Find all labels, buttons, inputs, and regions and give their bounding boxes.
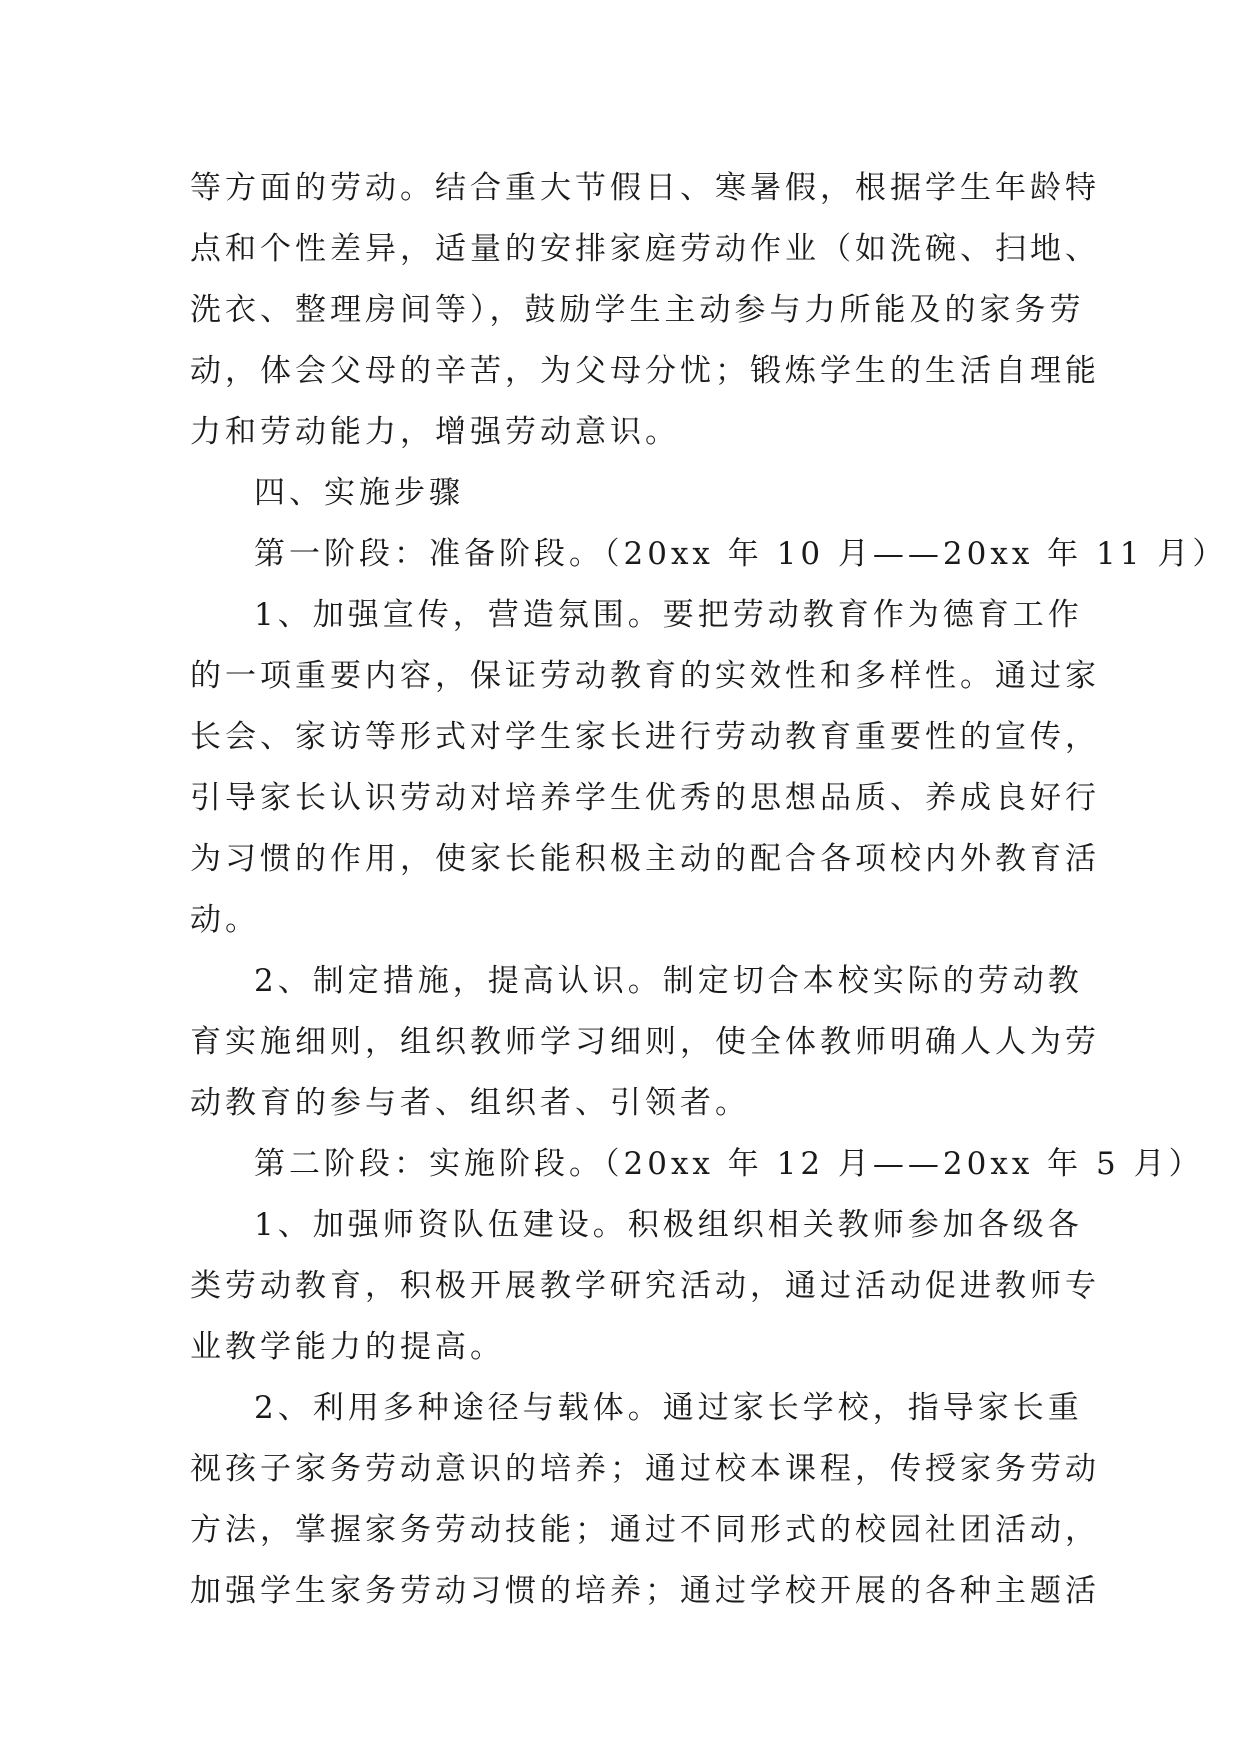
text-line-8: 1、加强宣传，营造氛围。要把劳动教育作为德育工作 — [254, 597, 1083, 633]
text-line-18: 1、加强师资队伍建设。积极组织相关教师参加各级各 — [254, 1207, 1083, 1243]
phase-two-heading: 第二阶段：实施阶段。（20xx 年 12 月——20xx 年 5 月） — [254, 1146, 1204, 1182]
text-line-2: 点和个性差异，适量的安排家庭劳动作业（如洗碗、扫地、 — [190, 231, 1100, 267]
text-line-24: 加强学生家务劳动习惯的培养；通过学校开展的各种主题活 — [190, 1573, 1100, 1609]
text-line-15: 育实施细则，组织教师学习细则，使全体教师明确人人为劳 — [190, 1024, 1100, 1060]
text-line-21: 2、利用多种途径与载体。通过家长学校，指导家长重 — [254, 1390, 1083, 1426]
phase-one-heading: 第一阶段：准备阶段。（20xx 年 10 月——20xx 年 11 月） — [254, 536, 1228, 572]
text-line-1: 等方面的劳动。结合重大节假日、寒暑假，根据学生年龄特 — [190, 170, 1100, 206]
text-line-22: 视孩子家务劳动意识的培养；通过校本课程，传授家务劳动 — [190, 1451, 1100, 1487]
text-line-23: 方法，掌握家务劳动技能；通过不同形式的校园社团活动， — [190, 1512, 1100, 1548]
text-line-3: 洗衣、整理房间等），鼓励学生主动参与力所能及的家务劳 — [190, 292, 1085, 328]
text-line-19: 类劳动教育，积极开展教学研究活动，通过活动促进教师专 — [190, 1268, 1100, 1304]
text-line-13: 动。 — [190, 902, 260, 938]
text-line-12: 为习惯的作用，使家长能积极主动的配合各项校内外教育活 — [190, 841, 1100, 877]
document-body — [190, 158, 1228, 1622]
text-line-16: 动教育的参与者、组织者、引领者。 — [190, 1085, 750, 1121]
text-line-5: 力和劳动能力，增强劳动意识。 — [190, 414, 680, 450]
text-line-11: 引导家长认识劳动对培养学生优秀的思想品质、养成良好行 — [190, 780, 1100, 816]
text-line-20: 业教学能力的提高。 — [190, 1329, 505, 1365]
section-heading: 四、实施步骤 — [254, 475, 464, 511]
text-line-10: 长会、家访等形式对学生家长进行劳动教育重要性的宣传， — [190, 719, 1100, 755]
text-line-14: 2、制定措施，提高认识。制定切合本校实际的劳动教 — [254, 963, 1083, 999]
text-line-4: 动，体会父母的辛苦，为父母分忧；锻炼学生的生活自理能 — [190, 353, 1100, 389]
text-line-9: 的一项重要内容，保证劳动教育的实效性和多样性。通过家 — [190, 658, 1100, 694]
